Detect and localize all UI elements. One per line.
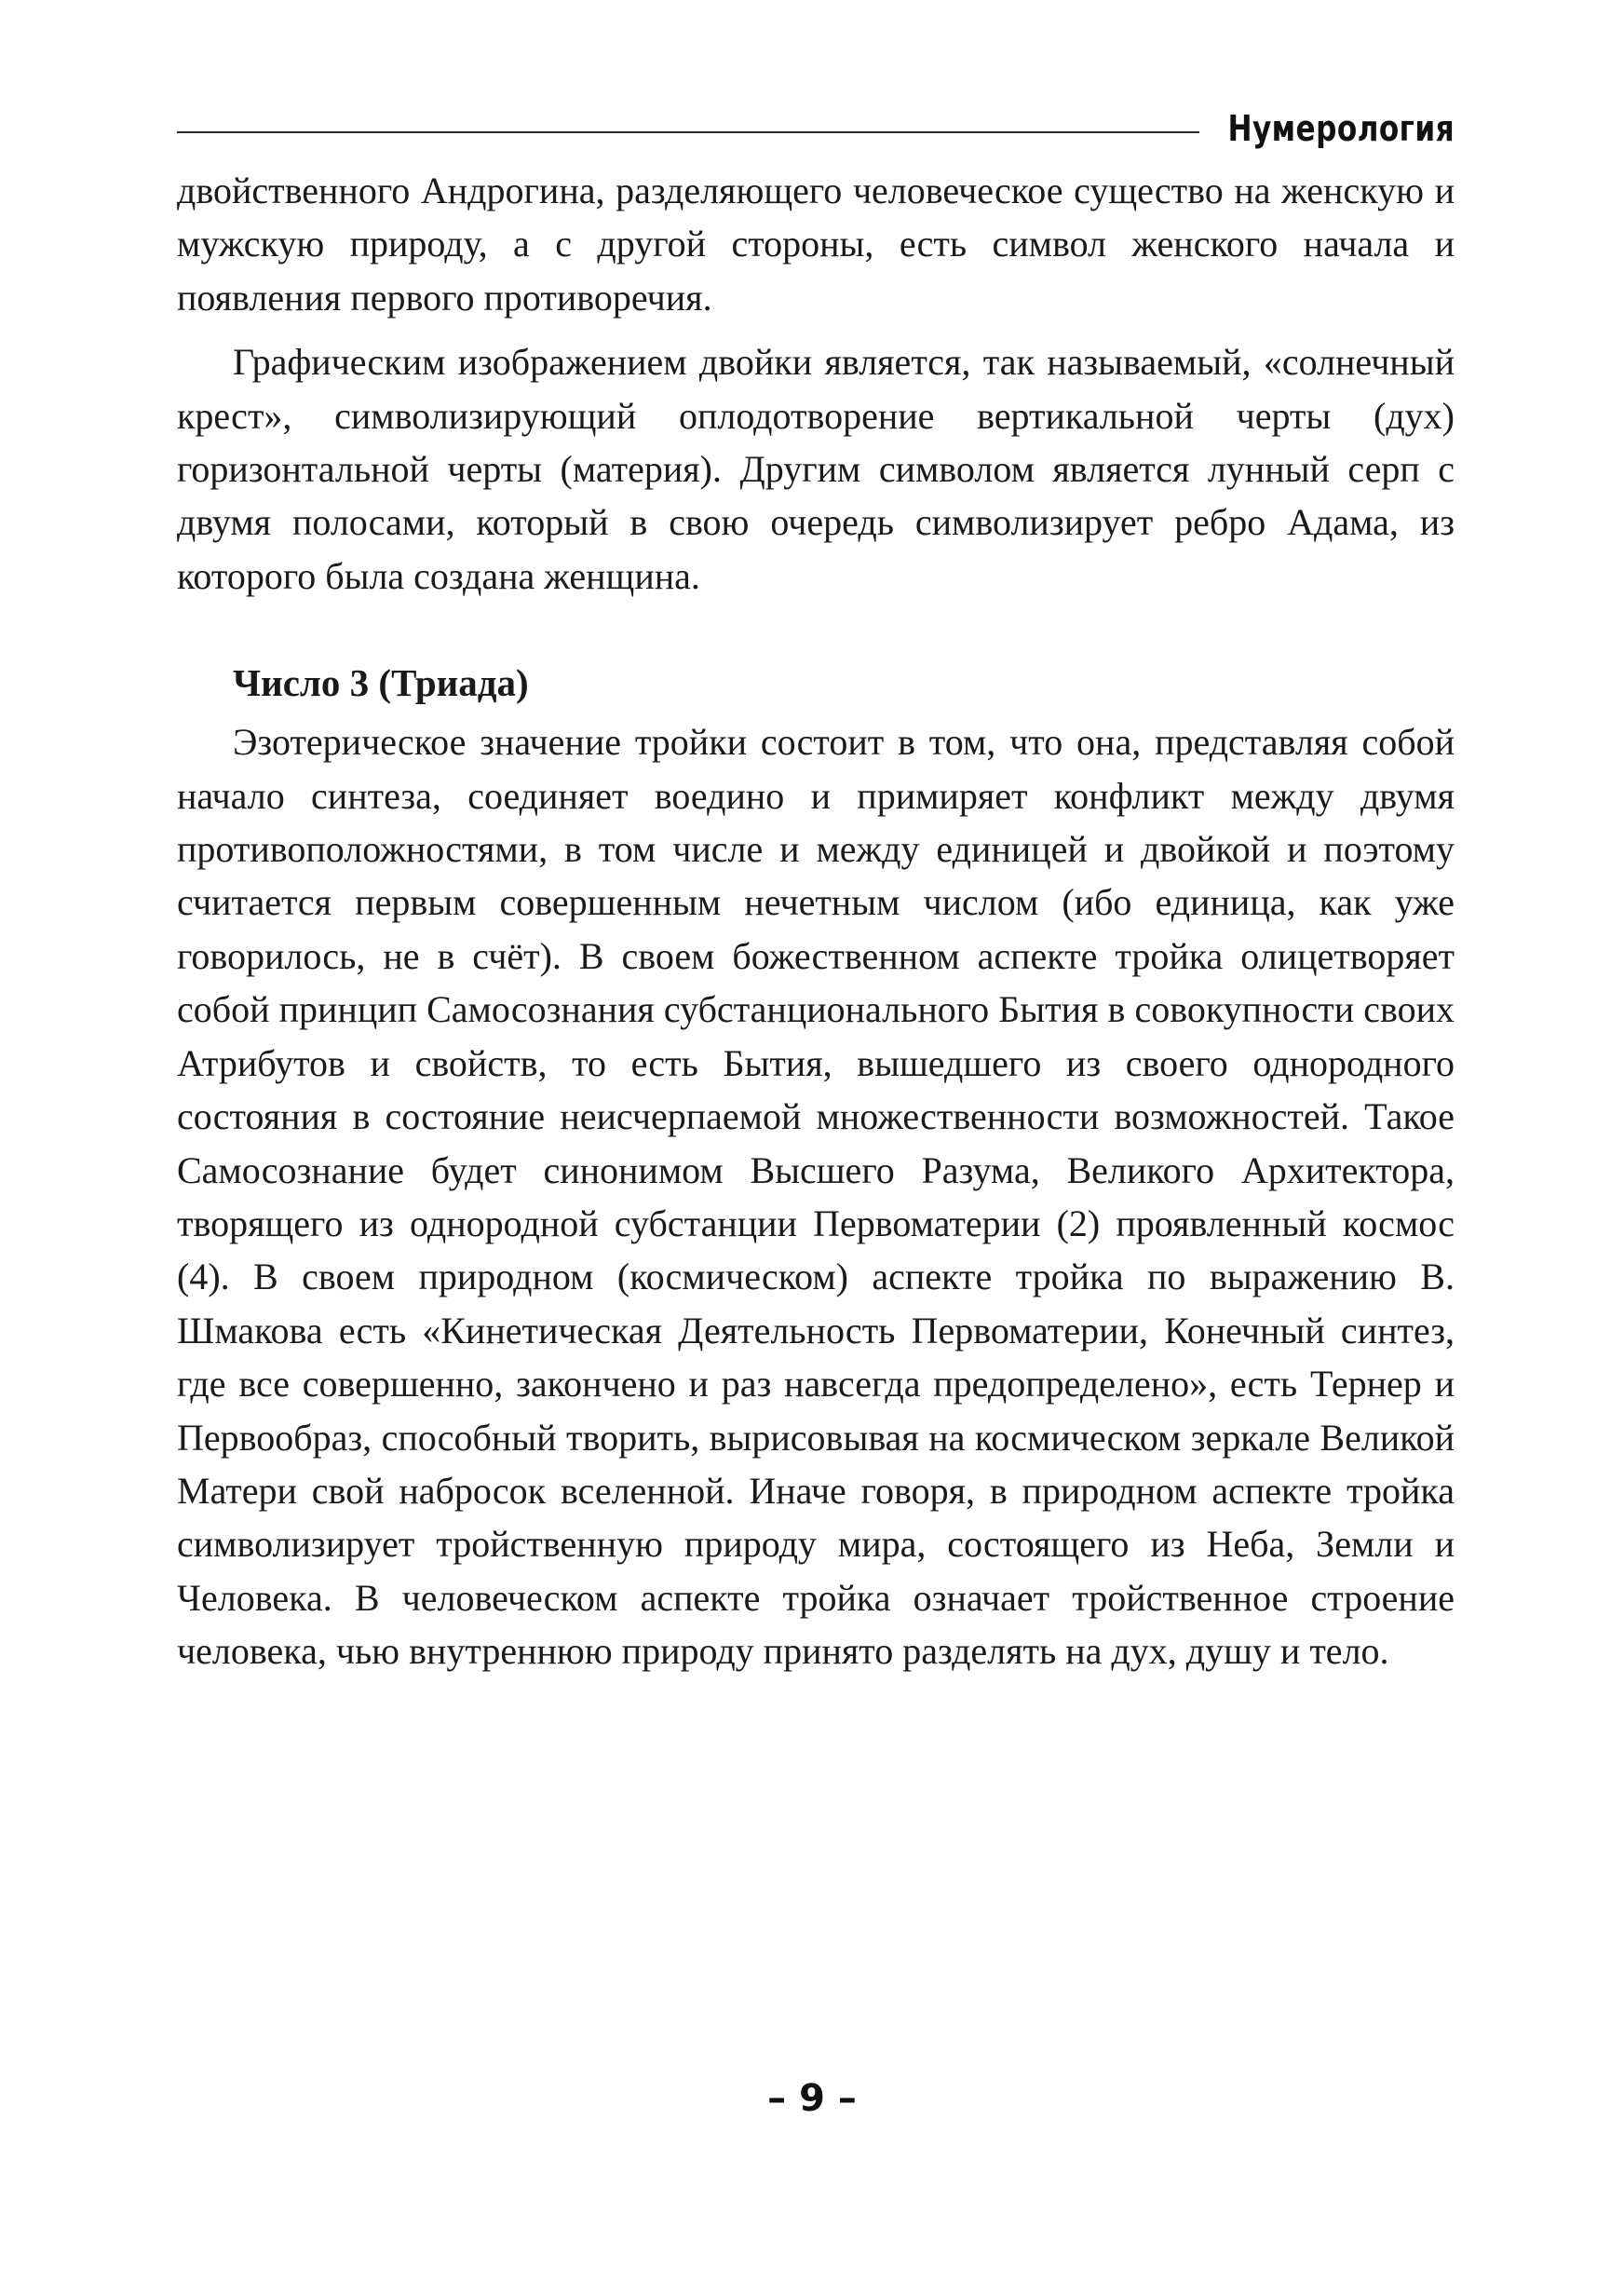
running-head-title: Нумерология xyxy=(1227,108,1455,149)
body-text xyxy=(177,164,1455,1678)
running-head xyxy=(177,104,1455,156)
section-heading: Число 3 (Триада) xyxy=(233,661,529,705)
paragraph-continuation: двойственного Андрогина, разделяющего человеческое существо на женскую и мужскую природу, а с другой стороны, есть символ женского начала и появления первого противоречия. xyxy=(177,170,1455,319)
page-number: – 9 – xyxy=(767,2077,857,2120)
paragraph-triad: Эзотерическое значение тройки состоит в том, что она, представляя собой начало синтеза, соединяет воедино и примиряет конфликт между двумя противоположностями, в том числе и между единицей и двойкой и поэтому считается первым совершенным нечетным числом (ибо единица, как уже говорилось, не в счёт). В своем божественном аспекте тройка олицетворяет собой принцип Самосознания субстанционального Бытия в совокупности своих Атрибутов и свойств, то есть Бытия, вышедшего из своего однородного состояния в состояние неисчерпаемой множественности возможностей. Такое Самосознание будет синонимом Высшего Разума, Великого Архитектора, творящего из однородной субстанции Первоматерии (2) проявленный космос (4). В своем природном (космическом) аспекте тройка по выражению В. Шмакова есть «Кинетическая Деятельность Первоматерии, Конечный синтез, где все совершенно, закончено и раз навсегда предопределено», есть Тернер и Первообраз, способный творить, вырисовывая на космическом зеркале Великой Матери свой набросок вселенной. Иначе говоря, в природном аспекте тройка символизирует тройственную природу мира, состоящего из Неба, Земли и Человека. В человеческом аспекте тройка означает тройственное строение человека, чью внутреннюю природу принято разделять на дух, душу и тело. xyxy=(177,721,1455,1673)
header-rule xyxy=(177,131,1199,133)
paragraph-graphic-symbol: Графическим изображением двойки является, так называемый, «солнечный крест», символизирующий оплодотворение вертикальной черты (дух) горизонтальной черты (материя). Другим символом является лунный серп с двумя полосами, который в свою очередь символизирует ребро Адама, из которого была создана женщина. xyxy=(177,341,1455,597)
